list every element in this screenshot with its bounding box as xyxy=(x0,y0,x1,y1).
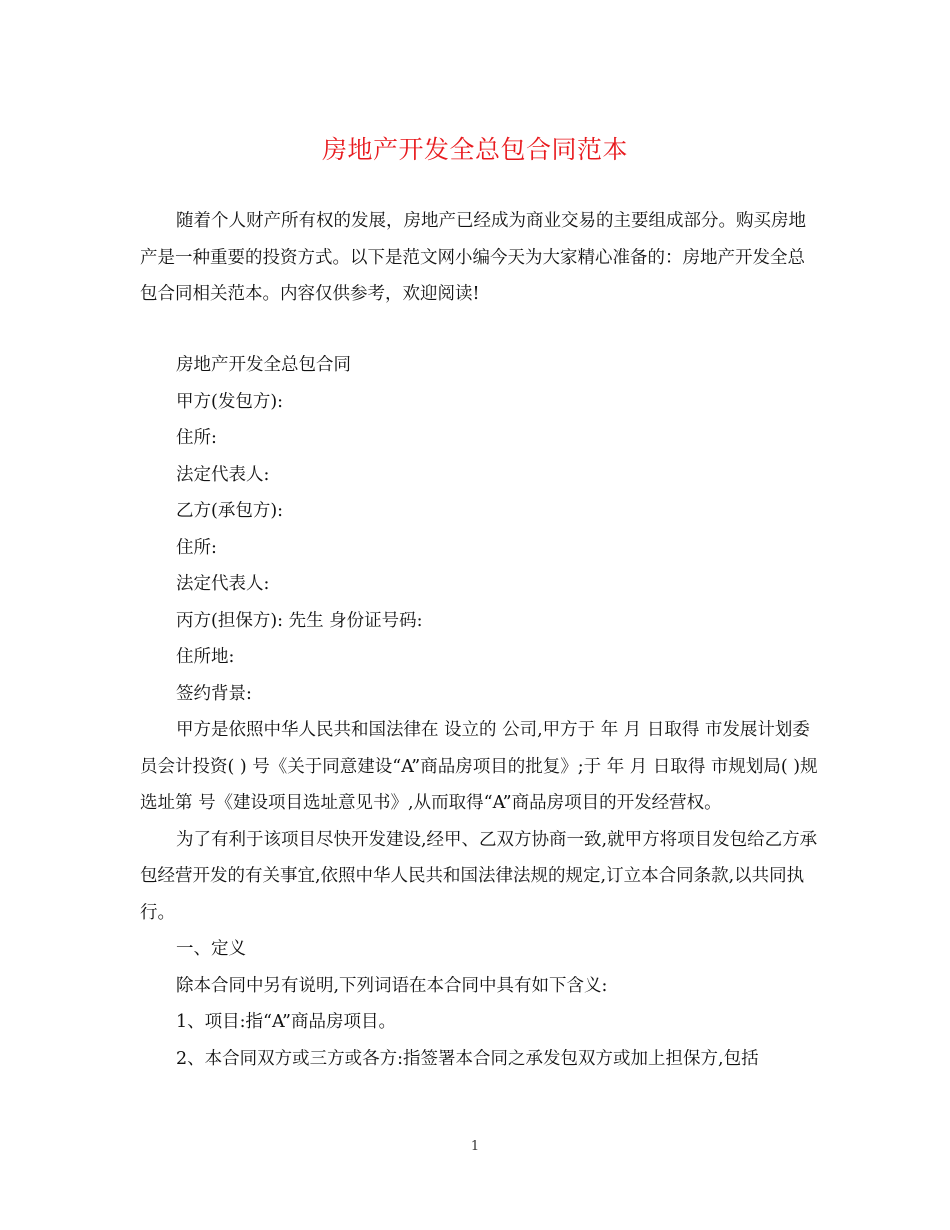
paragraph-section-definitions: 一、定义 xyxy=(176,939,246,959)
intro-paragraph: 随着个人财产所有权的发展，房地产已经成为商业交易的主要组成部分。购买房地产是一种重要的投资方式。以下是范文网小编今天为大家精心准备的：房地产开发全总包合同相关范本。内容仅供参考，欢迎阅读! xyxy=(140,211,806,304)
paragraph-background: 甲方是依照中华人民共和国法律在 设立的 公司,甲方于 年 月 日取得 市发展计划委员会计投资( ) 号《关于同意建设“A”商品房项目的批复》;于 年 月 日取得 市规划局( )规选址第 号《建设项目选址意见书》,从而取得“A”商品房项目的开发经营权。 xyxy=(140,720,818,813)
intro-section xyxy=(140,203,820,313)
document-title: 房地产开发全总包合同范本 xyxy=(321,135,628,164)
paragraph-definition-2: 2、本合同双方或三方或各方:指签署本合同之承发包双方或加上担保方,包括 xyxy=(176,1048,759,1069)
paragraph-party-a: 甲方(发包方): xyxy=(176,391,284,412)
paragraph-purpose: 为了有利于该项目尽快开发建设,经甲、乙双方协商一致,就甲方将项目发包给乙方承包经营开发的有关事宜,依照中华人民共和国法律法规的规定,订立本合同条款,以共同执行。 xyxy=(140,829,818,923)
paragraph-party-b: 乙方(承包方): xyxy=(176,501,284,521)
paragraph-definitions-intro: 除本合同中另有说明,下列词语在本合同中具有如下含义: xyxy=(176,975,608,996)
paragraph-party-b-representative: 法定代表人: xyxy=(176,574,270,594)
paragraph-contract-heading: 房地产开发全总包合同 xyxy=(176,355,351,375)
paragraph-background-heading: 签约背景: xyxy=(176,683,252,704)
page-number: 1 xyxy=(470,1139,480,1154)
contract-body xyxy=(140,347,820,1077)
paragraph-party-b-address: 住所: xyxy=(176,537,217,558)
paragraph-party-c-address: 住所地: xyxy=(176,647,235,667)
paragraph-party-a-representative: 法定代表人: xyxy=(176,464,270,485)
paragraph-definition-1: 1、项目:指“A”商品房项目。 xyxy=(176,1012,396,1032)
paragraph-party-c: 丙方(担保方): 先生 身份证号码: xyxy=(176,610,423,631)
paragraph-party-a-address: 住所: xyxy=(176,428,217,448)
